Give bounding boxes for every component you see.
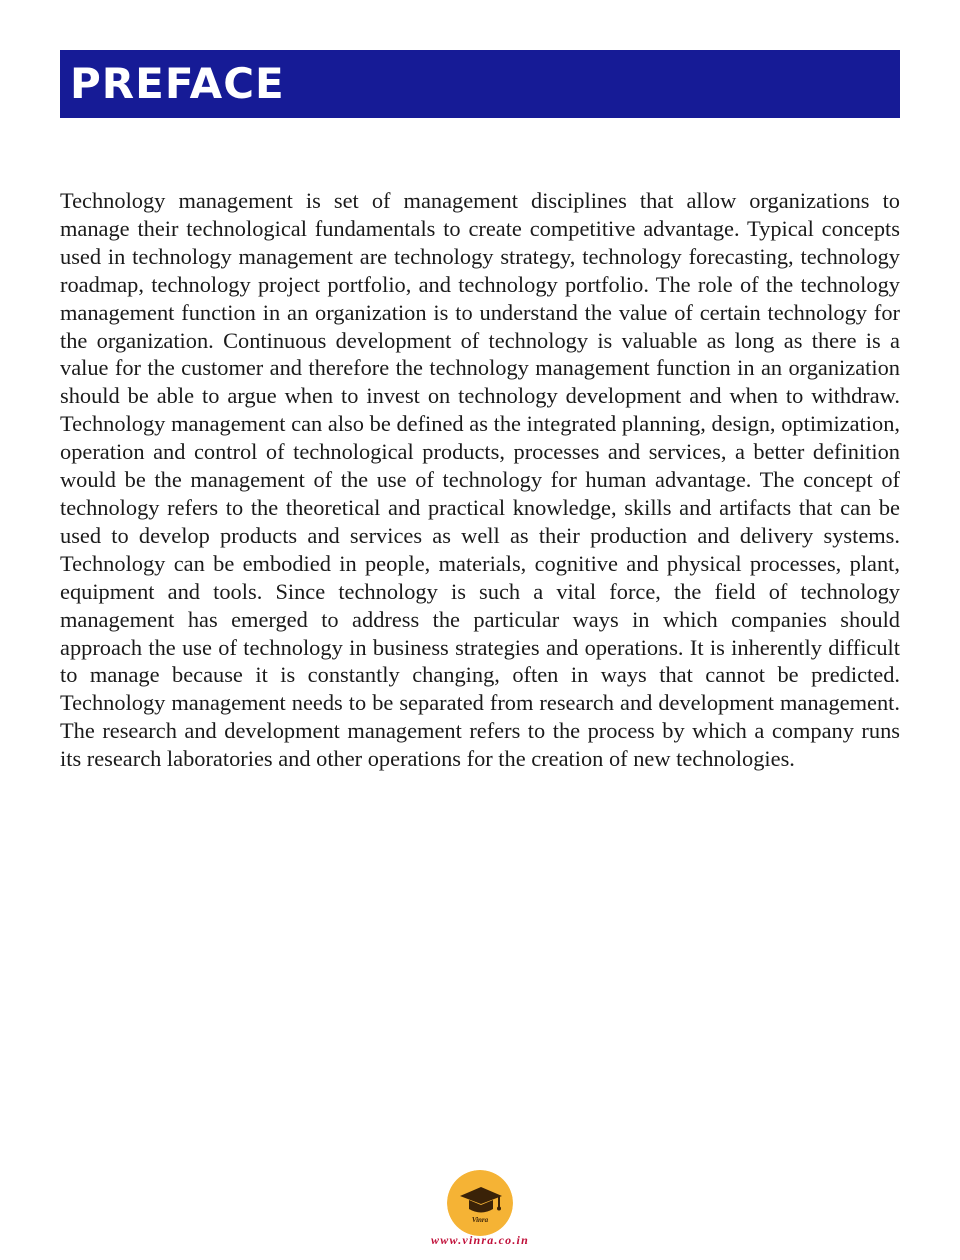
logo-wordmark: Vinra (471, 1216, 489, 1224)
preface-paragraph: Technology management is set of management disciplines that allow organizations to manage their technological fundamentals to create competitive advantage. Typical concepts used in technology management are technology strategy, technology forecasting, technology roadmap, technology project portfolio, and technology portfolio. The role of the technology management function in an organization is to understand the value of certain technology for the organization. Continuous development of technology is valuable as long as there is a value for the customer and therefore the technology management function in an organization should be able to argue when to invest on technology development and when to withdraw. Technology management can also be defined as the integrated planning, design, optimization, operation and control of technological products, processes and services, a better definition would be the management of the use of technology for human advantage. The concept of technology refers to the theoretical and practical knowledge, skills and artifacts that can be used to develop products and services as well as their production and delivery systems. Technology can be embodied in people, materials, cognitive and physical processes, plant, equipment and tools. Since technology is such a vital force, the field of technology management has emerged to address the particular ways in which companies should approach the use of technology in business strategies and operations. It is inherently difficult to manage because it is constantly changing, often in ways that cannot be predicted. Technology management needs to be separated from research and development management. The research and development management refers to the process by which a company runs its research laboratories and other operations for the creation of new technologies. (60, 188, 900, 772)
website-link[interactable]: www.vinra.co.in (431, 1233, 529, 1247)
logo-badge (447, 1170, 513, 1236)
page-title: PREFACE (70, 59, 285, 108)
title-banner (60, 50, 900, 118)
vinra-logo (447, 1170, 513, 1236)
